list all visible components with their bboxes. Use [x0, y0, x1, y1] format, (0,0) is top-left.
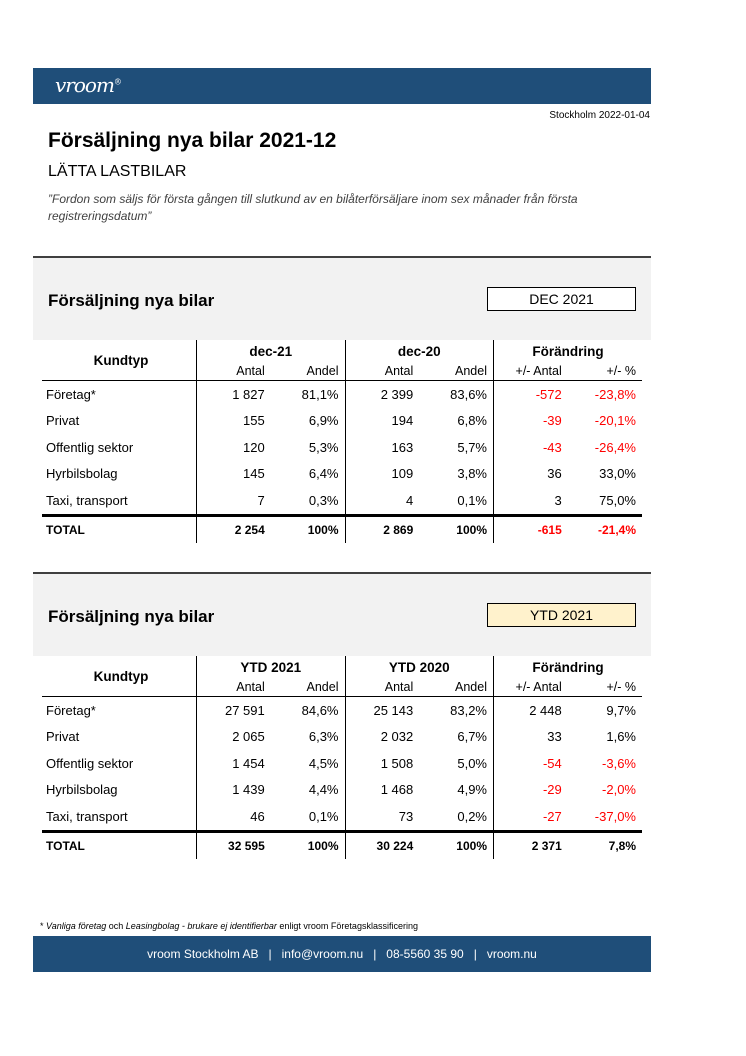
header-bar	[33, 68, 651, 104]
row-label: Företag*	[46, 702, 96, 718]
sub-header: Antal	[345, 362, 419, 381]
total-label: TOTAL	[42, 831, 197, 859]
table-row	[42, 434, 642, 461]
cell: -2,0%	[602, 782, 636, 798]
row-label: Privat	[46, 729, 80, 745]
group-header: YTD 2020	[345, 656, 494, 678]
cell: 7	[197, 487, 271, 515]
table-row	[42, 697, 642, 724]
cell: 83,2%	[450, 702, 487, 718]
cell: 1 454	[197, 750, 271, 777]
cell: 3,8%	[457, 466, 487, 482]
section-title: Försäljning nya bilar	[48, 607, 215, 626]
sub-header: Antal	[197, 678, 271, 697]
cell: 6,3%	[308, 729, 339, 745]
sub-header: Andel	[271, 362, 345, 381]
cell: 1 468	[345, 777, 419, 804]
row-label: Hyrbilsbolag	[46, 782, 118, 798]
cell: -43	[494, 434, 568, 461]
group-header: Förändring	[494, 340, 643, 362]
cell: -23,8%	[594, 386, 636, 402]
cell: -26,4%	[594, 439, 636, 455]
cell: 194	[345, 408, 419, 435]
group-header: dec-20	[345, 340, 494, 362]
cell: -27	[494, 803, 568, 831]
cell: 4	[345, 487, 419, 515]
cell: 81,1%	[301, 386, 339, 402]
cell: 6,7%	[457, 729, 487, 745]
cell: 33	[494, 724, 568, 751]
section-ytd	[33, 572, 651, 859]
row-label: Offentlig sektor	[46, 439, 134, 455]
table-row	[42, 724, 642, 751]
cell: 4,4%	[308, 782, 339, 798]
table-row	[42, 408, 642, 435]
cell: -29	[494, 777, 568, 804]
cell: 163	[345, 434, 419, 461]
cell: 5,3%	[308, 439, 339, 455]
sub-header: +/- Antal	[494, 362, 568, 381]
cell: 84,6%	[301, 702, 339, 718]
table-row	[42, 803, 642, 831]
sub-header: Andel	[271, 678, 345, 697]
cell: 4,5%	[308, 755, 339, 771]
cell: 2 448	[494, 697, 568, 724]
cell: 1 439	[197, 777, 271, 804]
page-title: Försäljning nya bilar 2021-12	[48, 129, 337, 152]
cell: 1 508	[345, 750, 419, 777]
cell: 2 254	[197, 515, 271, 543]
row-label: Privat	[46, 413, 80, 429]
cell: -54	[494, 750, 568, 777]
cell: 27 591	[197, 697, 271, 724]
cell: -572	[494, 381, 568, 408]
cell: 0,1%	[457, 492, 487, 508]
cell: 100%	[419, 515, 493, 543]
footnote-star: *	[40, 921, 44, 931]
cell: 6,4%	[308, 466, 339, 482]
cell: 25 143	[345, 697, 419, 724]
footnote-part: och	[108, 921, 124, 931]
cell: 109	[345, 461, 419, 488]
footnote-part: Leasingbolag - brukare ej identifierbar	[125, 921, 277, 931]
cell: 120	[197, 434, 271, 461]
table-row	[42, 487, 642, 515]
col-kundtyp: Kundtyp	[42, 340, 197, 381]
cell: 5,7%	[457, 439, 487, 455]
cell: 1,6%	[606, 729, 636, 745]
cell: 9,7%	[606, 702, 636, 718]
total-row	[42, 831, 642, 859]
row-label: Företag*	[46, 386, 96, 402]
cell: 6,8%	[457, 413, 487, 429]
row-label: Offentlig sektor	[46, 755, 134, 771]
cell: -3,6%	[602, 755, 636, 771]
cell: -615	[494, 515, 568, 543]
col-kundtyp: Kundtyp	[42, 656, 197, 697]
total-label: TOTAL	[42, 515, 197, 543]
cell: 2 399	[345, 381, 419, 408]
cell: 73	[345, 803, 419, 831]
cell: 46	[197, 803, 271, 831]
sales-table-month	[42, 340, 642, 543]
cell: 100%	[271, 515, 345, 543]
row-label: Taxi, transport	[46, 492, 128, 508]
footnote-part: Vanliga företag	[46, 921, 107, 931]
cell: 0,3%	[308, 492, 339, 508]
cell: 83,6%	[450, 386, 487, 402]
cell: 5,0%	[457, 755, 487, 771]
section-band	[33, 572, 651, 656]
vroom-logo: vroom®	[55, 73, 121, 97]
page-subtitle: LÄTTA LASTBILAR	[48, 163, 187, 180]
cell: 100%	[271, 831, 345, 859]
cell: 32 595	[197, 831, 271, 859]
sub-header: Antal	[197, 362, 271, 381]
group-header: YTD 2021	[197, 656, 346, 678]
sub-header: +/- %	[568, 678, 642, 697]
cell: 33,0%	[599, 466, 636, 482]
cell: 30 224	[345, 831, 419, 859]
cell: 2 065	[197, 724, 271, 751]
group-header: dec-21	[197, 340, 346, 362]
cell: -20,1%	[594, 413, 636, 429]
cell: 2 869	[345, 515, 419, 543]
sub-header: Antal	[345, 678, 419, 697]
table-row	[42, 777, 642, 804]
cell: 2 371	[494, 831, 568, 859]
period-box: YTD 2021	[487, 603, 636, 627]
group-header: Förändring	[494, 656, 643, 678]
cell: 145	[197, 461, 271, 488]
cell: 75,0%	[599, 492, 636, 508]
sales-table-ytd	[42, 656, 642, 859]
footer-bar	[33, 936, 651, 972]
period-box: DEC 2021	[487, 287, 636, 311]
cell: 0,1%	[308, 808, 339, 824]
table-row	[42, 750, 642, 777]
cell: 4,9%	[457, 782, 487, 798]
cell: -39	[494, 408, 568, 435]
section-month	[33, 256, 651, 543]
cell: 3	[494, 487, 568, 515]
row-label: Taxi, transport	[46, 808, 128, 824]
footer-text: vroom Stockholm AB | info@vroom.nu | 08-5560 35 90 | vroom.nu	[147, 947, 537, 961]
row-label: Hyrbilsbolag	[46, 466, 118, 482]
footnote-part: enligt vroom Företagsklassificering	[279, 921, 418, 931]
cell: 2 032	[345, 724, 419, 751]
total-row	[42, 515, 642, 543]
section-title: Försäljning nya bilar	[48, 291, 215, 310]
sub-header: +/- %	[568, 362, 642, 381]
table-row	[42, 381, 642, 408]
table-row	[42, 461, 642, 488]
cell: 6,9%	[308, 413, 339, 429]
definition-text: ”Fordon som säljs för första gången till slutkund av en bilåterförsäljare inom sex månader från första registreringsdatum”	[48, 192, 578, 223]
cell: 7,8%	[568, 831, 642, 859]
cell: 155	[197, 408, 271, 435]
footnote	[40, 921, 418, 931]
date-line: Stockholm 2022-01-04	[549, 110, 650, 121]
cell: 1 827	[197, 381, 271, 408]
cell: 100%	[419, 831, 493, 859]
cell: -21,4%	[568, 515, 642, 543]
sub-header: +/- Antal	[494, 678, 568, 697]
cell: -37,0%	[594, 808, 636, 824]
sub-header: Andel	[419, 678, 493, 697]
section-band	[33, 256, 651, 340]
cell: 36	[494, 461, 568, 488]
sub-header: Andel	[419, 362, 493, 381]
cell: 0,2%	[457, 808, 487, 824]
